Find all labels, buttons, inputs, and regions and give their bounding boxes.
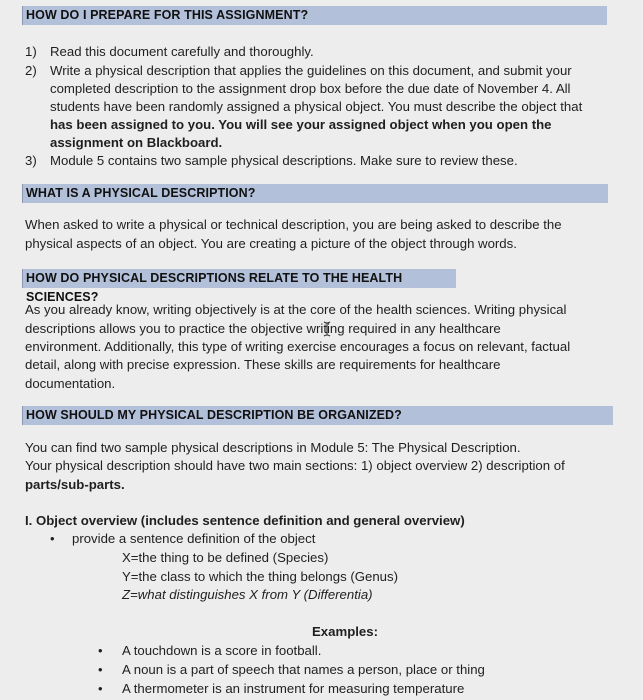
list-item-text: Read this document carefully and thoroughly.: [50, 44, 314, 59]
section-header-what-is: WHAT IS A PHYSICAL DESCRIPTION?: [22, 184, 608, 203]
bullet-icon: •: [98, 643, 103, 658]
list-item-line: [50, 61, 572, 80]
paragraph-line: When asked to write a physical or technical description, you are being asked to describe the: [25, 217, 562, 232]
paragraph-line: Your physical description should have two main sections: 1) object overview 2) description of: [25, 458, 565, 473]
paragraph-line: As you already know, writing objectively is at the core of the health sciences. Writing physical: [25, 302, 567, 317]
example-item: A touchdown is a score in football.: [122, 643, 322, 658]
example-item: A noun is a part of speech that names a person, place or thing: [122, 662, 485, 677]
paragraph-line: parts/sub-parts.: [25, 477, 125, 492]
definition-x: X=the thing to be defined (Species): [122, 550, 329, 565]
section-header-health-sciences: HOW DO PHYSICAL DESCRIPTIONS RELATE TO THE HEALTH SCIENCES?: [22, 269, 456, 288]
text-run: has been assigned to you. You will see your assigned object when you open the: [50, 117, 552, 132]
list-item-text: Module 5 contains two sample physical descriptions. Make sure to review these.: [50, 153, 518, 168]
bullet-icon: •: [98, 681, 103, 696]
paragraph-line: documentation.: [25, 376, 116, 391]
text-run: students have been randomly assigned a physical object. You must describe the object that: [50, 99, 583, 114]
bullet-icon: •: [98, 662, 103, 677]
overview-heading: I. Object overview (includes sentence definition and general overview): [25, 513, 465, 528]
paragraph-line: You can find two sample physical descriptions in Module 5: The Physical Description.: [25, 440, 521, 455]
definition-y: Y=the class to which the thing belongs (Genus): [122, 569, 398, 584]
list-number: 1): [25, 44, 37, 59]
list-number: 2): [25, 63, 37, 78]
text-cursor-icon: [323, 321, 331, 337]
example-item: A thermometer is an instrument for measuring temperature: [122, 681, 465, 696]
paragraph-line: environment. Additionally, this type of writing exercise encourages a focus on relevant, factual: [25, 339, 571, 354]
paragraph-line: detail, along with precise expression. These skills are requirements for healthcare: [25, 357, 501, 372]
examples-label: Examples:: [312, 624, 378, 639]
list-item-line: [50, 97, 582, 116]
definition-z: Z=what distinguishes X from Y (Differentia): [122, 587, 373, 602]
text-run: completed description to the assignment drop box before the due date of November 4. All: [50, 81, 571, 96]
list-item-line: [50, 115, 551, 134]
paragraph-line: descriptions allows you to practice the objective writing required in any healthcare: [25, 321, 501, 336]
text-run: Write a physical description that applies the guidelines on this document, and submit your: [50, 63, 572, 78]
list-item-line: [50, 79, 571, 98]
section-header-organized: HOW SHOULD MY PHYSICAL DESCRIPTION BE ORGANIZED?: [22, 406, 613, 425]
list-item-line: [50, 133, 222, 152]
section-header-prepare: HOW DO I PREPARE FOR THIS ASSIGNMENT?: [22, 6, 607, 25]
bullet-icon: •: [50, 531, 55, 546]
list-number: 3): [25, 153, 37, 168]
text-run: assignment on Blackboard.: [50, 135, 223, 150]
paragraph-line: physical aspects of an object. You are creating a picture of the object through words.: [25, 236, 517, 251]
bullet-text: provide a sentence definition of the object: [72, 531, 316, 546]
